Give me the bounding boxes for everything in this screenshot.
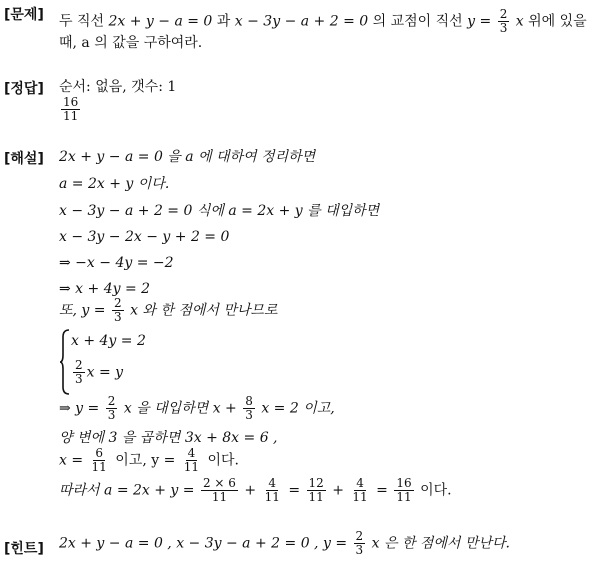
problem-label: [문제] xyxy=(4,7,44,23)
solution-step-1: 2x + y − a = 0 을 a 에 대하여 정리하면 xyxy=(59,149,316,165)
equation-2: x − 3y − a + 2 = 0 xyxy=(234,13,369,30)
solution-step-2: a = 2x + y 이다. xyxy=(59,176,170,192)
solution-step-4: x − 3y − 2x − y + 2 = 0 xyxy=(59,229,230,245)
system-eq-1: x + 4y = 2 xyxy=(71,333,146,349)
problem-text: 의 교점이 직선 xyxy=(372,13,463,30)
solution-step-6: ⇒ x + 4y = 2 xyxy=(59,281,151,297)
fraction: $\frac{2}{3}$ xyxy=(113,296,122,324)
solution-step-8: ⇒ y = $\frac{2}{3}$ x 을 대입하면 x + $\frac{8}{3}$ x = 2 이고, xyxy=(59,394,335,422)
solution-step-5: ⇒ −x − 4y = −2 xyxy=(59,255,174,271)
solution-step-10: x = $\frac{6}{11}$ 이고, y = $\frac{4}{11}$ 이다. xyxy=(59,446,239,474)
problem-line-2: 때, a 의 값을 구하여라. xyxy=(59,35,203,51)
system-eq-2: $\frac{2}{3}$ x = y xyxy=(75,358,124,386)
solution-step-9: 양 변에 3 을 곱하면 3x + 8x = 6 , xyxy=(59,430,278,446)
hint-label: [힌트] xyxy=(4,541,44,557)
equation-system xyxy=(59,329,179,395)
fraction: $\frac{2}{3}$ xyxy=(499,7,508,35)
solution-step-11: 따라서 a = 2x + y = $\frac{2 \times 6}{11}$ + $\frac{4}{11}$ = $\frac{12}{11}$ + $\frac{4}{11}$ = $\frac{16}{11}$ 이다. xyxy=(59,476,452,504)
problem-text: 과 xyxy=(216,13,231,30)
solution-step-7: 또, y = $\frac{2}{3}$ x 와 한 점에서 만나므로 xyxy=(59,296,278,324)
answer-meta: 순서: 없음, 갯수: 1 xyxy=(59,79,177,95)
answer-fraction: $\frac{16}{11}$ xyxy=(63,95,79,123)
answer-label: [정답] xyxy=(4,81,44,97)
equation-3-lhs: y = xyxy=(467,13,492,30)
answer-value xyxy=(59,96,82,123)
solution-label: [해설] xyxy=(4,151,44,167)
equation-1: 2x + y − a = 0 xyxy=(108,13,213,30)
problem-text: 두 직선 xyxy=(59,13,105,30)
equation-3-rhs: x xyxy=(515,13,524,30)
left-brace-icon xyxy=(59,329,71,395)
problem-text: 위에 있을 xyxy=(528,13,587,30)
solution-step-3: x − 3y − a + 2 = 0 식에 a = 2x + y 를 대입하면 xyxy=(59,203,380,219)
problem-line-1 xyxy=(59,8,587,35)
hint-text: 2x + y − a = 0 , x − 3y − a + 2 = 0 , y = $\frac{2}{3}$ x 은 한 점에서 만난다. xyxy=(59,529,510,557)
